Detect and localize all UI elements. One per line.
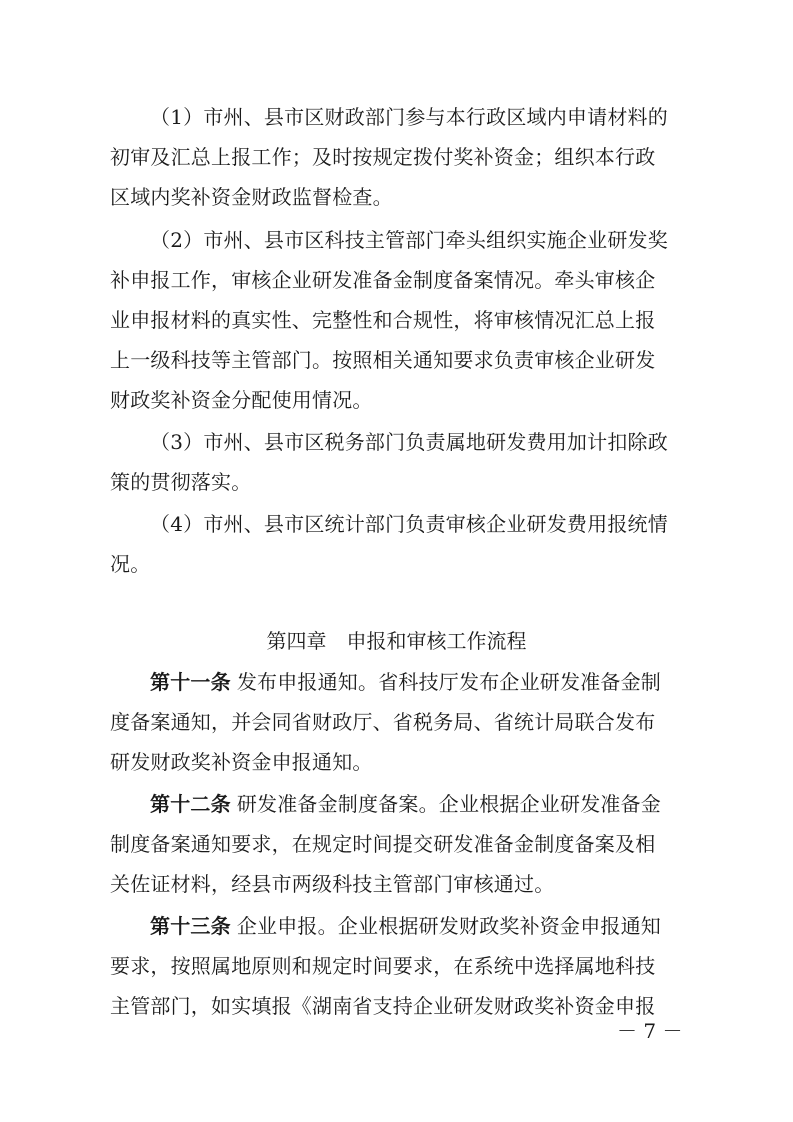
chapter-heading: 第四章 申报和审核工作流程 — [266, 629, 527, 653]
paragraph-1-line-3: 区域内奖补资金财政监督检查。 — [110, 185, 393, 209]
article-12-first-line — [150, 790, 710, 818]
paragraph-2-line-4: 上一级科技等主管部门。按照相关通知要求负责审核企业研发 — [110, 348, 656, 372]
paragraph-2-line-5: 财政奖补资金分配使用情况。 — [110, 388, 373, 412]
paragraph-2-line-3: 业申报材料的真实性、完整性和合规性，将审核情况汇总上报 — [110, 308, 656, 332]
article-12-line-2: 制度备案通知要求，在规定时间提交研发准备金制度备案及相 — [110, 832, 656, 856]
article-13-label: 第十三条 — [150, 914, 231, 938]
article-11-line-2: 度备案通知，并会同省财政厅、省税务局、省统计局联合发布 — [110, 710, 656, 734]
article-12-text: 研发准备金制度备案。企业根据企业研发准备金 — [236, 792, 662, 816]
article-11-first-line — [150, 668, 710, 696]
article-11-text: 发布申报通知。省科技厅发布企业研发准备金制 — [236, 670, 662, 694]
article-13-line-2: 要求，按照属地原则和规定时间要求，在系统中选择属地科技 — [110, 954, 656, 978]
article-12-label: 第十二条 — [150, 792, 231, 816]
article-13-first-line — [150, 912, 710, 940]
paragraph-1-line-1: （1）市州、县市区财政部门参与本行政区域内申请材料的 — [150, 105, 668, 129]
paragraph-3-line-2: 策的贯彻落实。 — [110, 470, 252, 494]
article-11-line-3: 研发财政奖补资金申报通知。 — [110, 750, 373, 774]
article-12-line-3: 关佐证材料，经县市两级科技主管部门审核通过。 — [110, 872, 555, 896]
article-13-text: 企业申报。企业根据研发财政奖补资金申报通知 — [236, 914, 662, 938]
page-number: － 7 － — [617, 1019, 683, 1043]
paragraph-3-line-1: （3）市州、县市区税务部门负责属地研发费用加计扣除政 — [150, 430, 668, 454]
paragraph-2-line-1: （2）市州、县市区科技主管部门牵头组织实施企业研发奖 — [150, 228, 668, 252]
paragraph-4-line-1: （4）市州、县市区统计部门负责审核企业研发费用报统情 — [150, 512, 668, 536]
paragraph-1-line-2: 初审及汇总上报工作；及时按规定拨付奖补资金；组织本行政 — [110, 145, 656, 169]
paragraph-2-line-2: 补申报工作，审核企业研发准备金制度备案情况。牵头审核企 — [110, 268, 656, 292]
article-13-line-3: 主管部门，如实填报《湖南省支持企业研发财政奖补资金申报 — [110, 994, 656, 1018]
article-11-label: 第十一条 — [150, 670, 231, 694]
paragraph-4-line-2: 况。 — [110, 552, 151, 576]
